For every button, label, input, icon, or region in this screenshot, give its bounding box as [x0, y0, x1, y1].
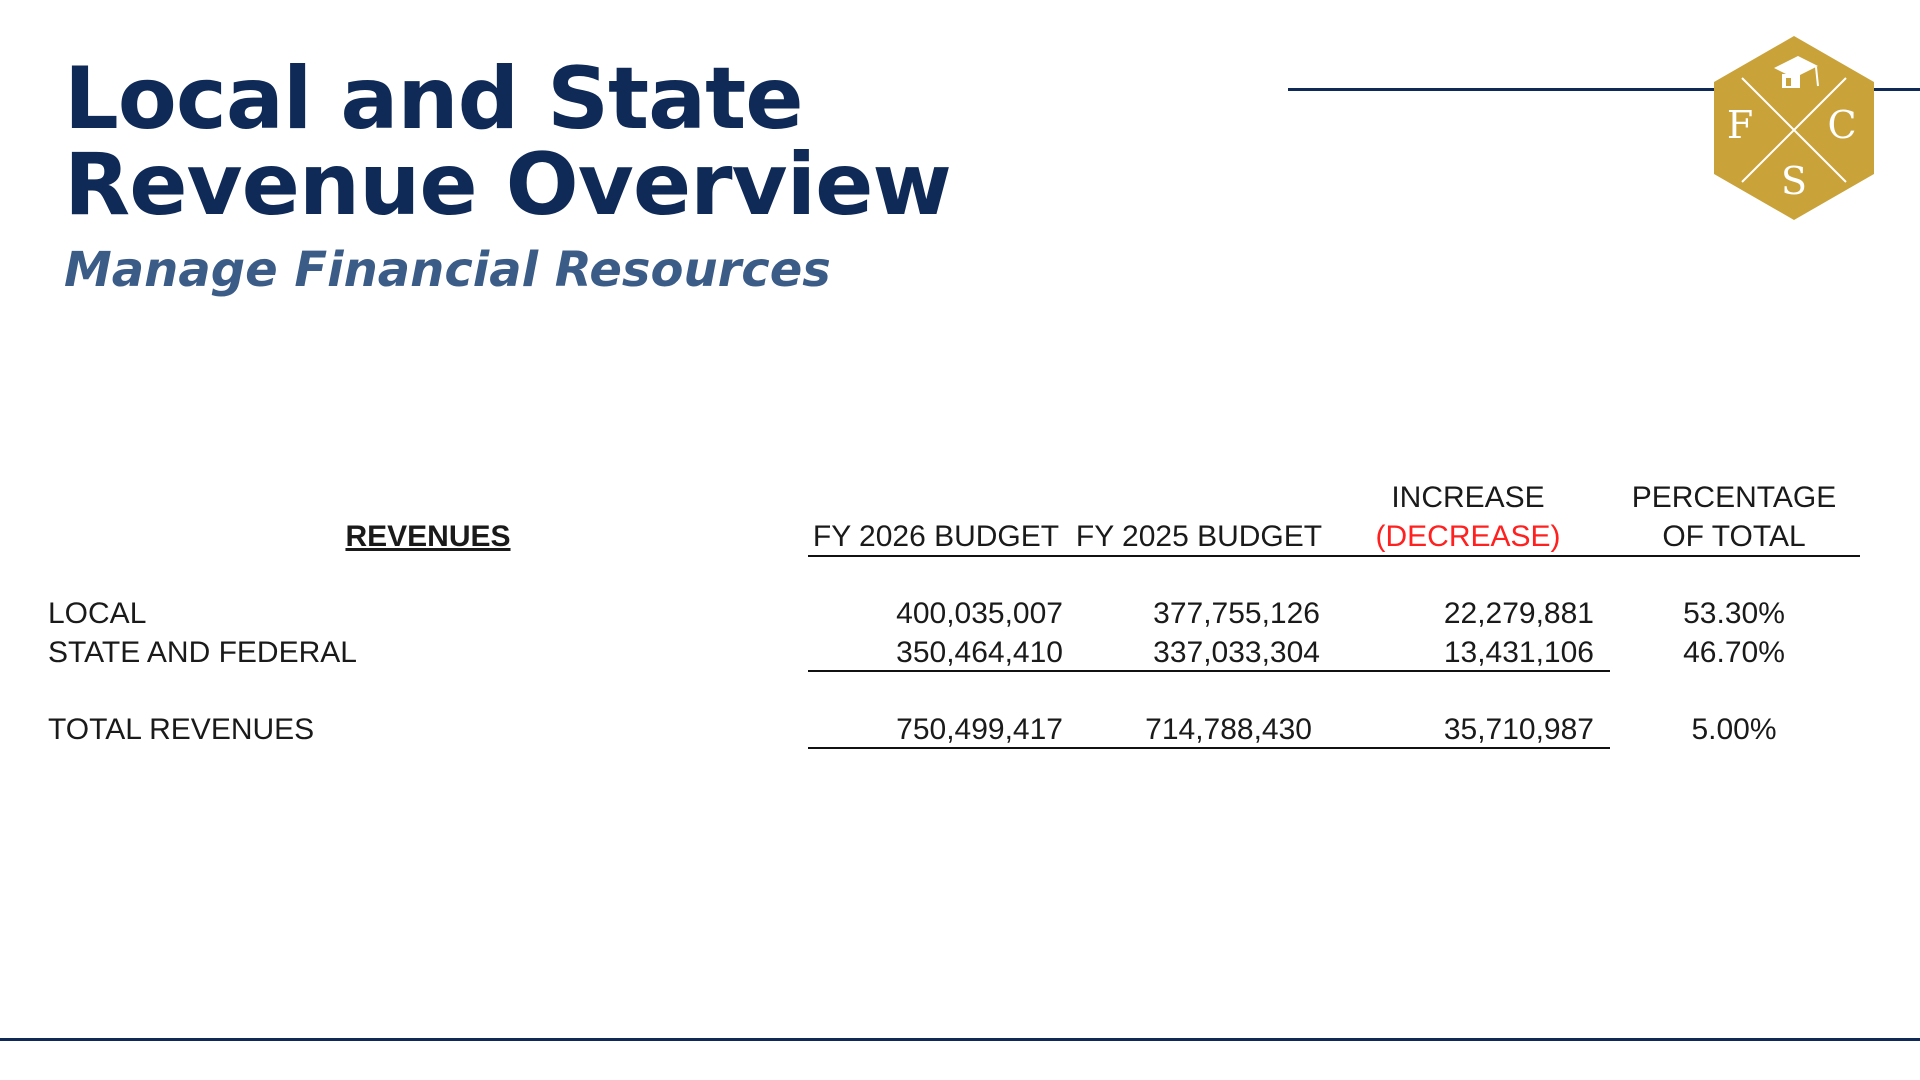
- row-local-change: 22,279,881: [1443, 597, 1594, 630]
- row-state-federal-fy2026: 350,464,410: [896, 636, 1063, 669]
- footer-divider-line: [0, 1038, 1920, 1041]
- slide-title-line-2: Revenue Overview: [64, 135, 951, 235]
- header-fy2025-budget: FY 2025 BUDGET: [1075, 520, 1323, 553]
- header-revenues: REVENUES: [345, 520, 511, 553]
- header-of-total: OF TOTAL: [1662, 520, 1806, 553]
- total-underline: [808, 747, 1610, 749]
- header-percentage: PERCENTAGE: [1631, 481, 1837, 514]
- row-local-fy2026: 400,035,007: [896, 597, 1063, 630]
- header-underline: [808, 555, 1860, 557]
- row-state-federal-fy2025: 337,033,304: [1153, 636, 1320, 669]
- total-percent: 5.00%: [1691, 713, 1777, 746]
- slide-subtitle: Manage Financial Resources: [64, 242, 831, 298]
- row-local-label: LOCAL: [48, 597, 147, 630]
- header-increase: INCREASE: [1391, 481, 1545, 514]
- row-state-federal-change: 13,431,106: [1443, 636, 1594, 669]
- total-fy2025: 714,788,430: [1145, 713, 1312, 746]
- logo-letter-c: C: [1827, 103, 1857, 147]
- slide-title-line-1: Local and State: [64, 49, 803, 149]
- total-revenues-label: TOTAL REVENUES: [48, 713, 315, 746]
- row-local-fy2025: 377,755,126: [1153, 597, 1320, 630]
- subtotal-underline: [808, 670, 1610, 672]
- logo-letter-s: S: [1780, 159, 1808, 203]
- row-state-federal-label: STATE AND FEDERAL: [48, 636, 357, 669]
- header-decrease: (DECREASE): [1375, 520, 1561, 553]
- total-fy2026: 750,499,417: [896, 713, 1063, 746]
- header-fy2026-budget: FY 2026 BUDGET: [812, 520, 1060, 553]
- total-change: 35,710,987: [1443, 713, 1594, 746]
- row-state-federal-percent: 46.70%: [1683, 636, 1785, 669]
- logo-letter-f: F: [1726, 103, 1754, 147]
- row-local-percent: 53.30%: [1683, 597, 1785, 630]
